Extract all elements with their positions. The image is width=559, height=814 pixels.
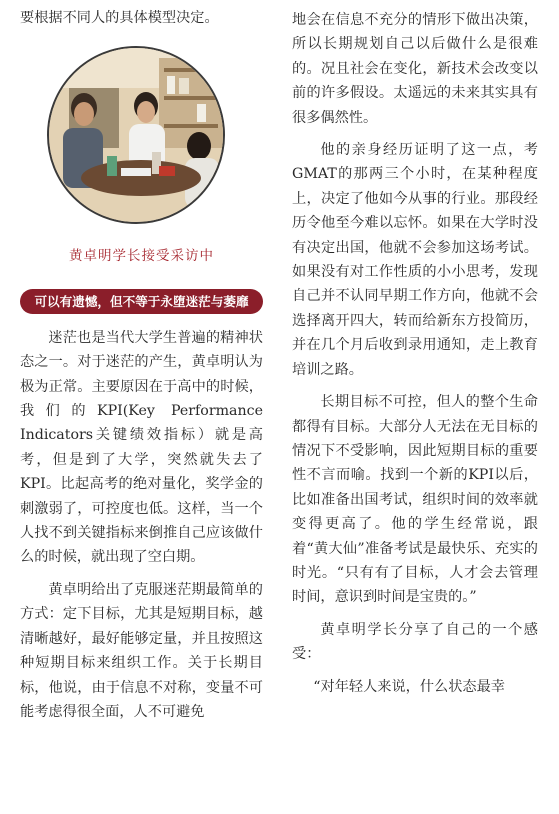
right-column — [292, 0, 538, 699]
paragraph: 他的亲身经历证明了这一点，考GMAT的那两三个小时，在某种程度上，决定了他如今从事的行业。那段经历令他至今难以忘怀。如果在大学时没有决定出国，他就不会参加这场考试。如果没有对工作性质的小小思考，发现自己并不认同早期工作方向，他就不会选择离开四大，转而给新东方投简历，并在几个月后收到录用通知，走上教育培训之路。 — [292, 142, 538, 378]
quote-start: “对年轻人来说，什么状态最幸 — [313, 678, 505, 695]
interview-scene-illustration — [49, 48, 223, 222]
photo-caption: 黄卓明学长接受采访中 — [69, 248, 214, 265]
section-heading-banner: 可以有遗憾，但不等于永堕迷茫与萎靡 — [20, 289, 263, 314]
paragraph: 迷茫也是当代大学生普遍的精神状态之一。对于迷茫的产生，黄卓明认为极为正常。主要原因在于高中的时候，我们的KPI(Key Performance Indicators关键绩效指标）就是高考，但是到了大学，突然就失去了KPI。比起高考的绝对量化，奖学金的刺激弱了，可控度也低。这样，当一个人找不到关键指标来倒推自己应该做什么的时候，就出现了空白期。 — [20, 329, 263, 566]
interview-photo-frame — [47, 46, 225, 224]
interview-photo — [47, 46, 225, 224]
paragraph: 黄卓明学长分享了自己的一个感受： — [292, 621, 538, 663]
paragraph: 黄卓明给出了克服迷茫期最简单的方式：定下目标，尤其是短期目标，越清晰越好，最好能够定量，并且按照这种短期目标来组织工作。关于长期目标，他说，由于信息不对称，变量不可能考虑得很全面，人不可避免 — [20, 581, 263, 720]
intro-line: 要根据不同人的具体模型决定。 — [20, 10, 219, 26]
left-column — [20, 0, 263, 724]
paragraph-continued: 地会在信息不充分的情形下做出决策，所以长期规划自己以后做什么是很难的。况且社会在变化，新技术会改变以前的许多假设。太遥远的未来其实具有很多偶然性。 — [292, 12, 538, 126]
paragraph: 长期目标不可控，但人的整个生命都得有目标。大部分人无法在无目标的情况下不受影响，因此短期目标的重要性不言而喻。找到一个新的KPI以后，比如准备出国考试，组织时间的效率就变得更高了。他的学生经常说，跟着“黄大仙”准备考试是最快乐、充实的时光。“只有有了目标，人才会去管理时间，意识到时间是宝贵的。” — [292, 394, 538, 606]
